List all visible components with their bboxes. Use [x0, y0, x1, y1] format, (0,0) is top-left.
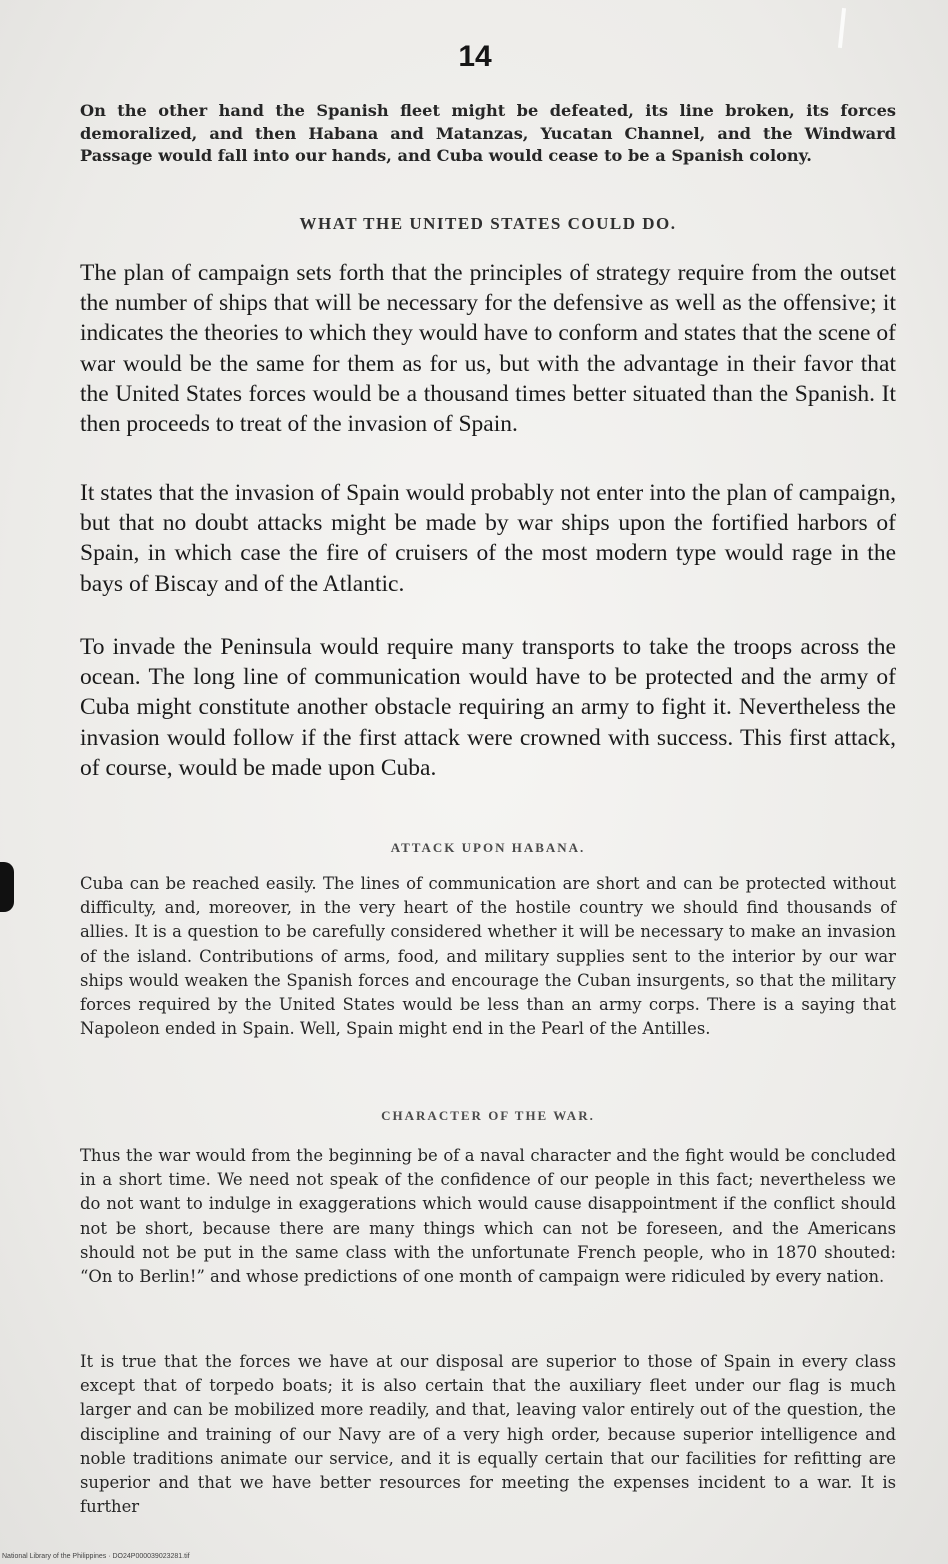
scan-footer-caption: National Library of the Philippines · DO24P000039023281.tif	[2, 1553, 190, 1560]
paragraph-plan-of-campaign: The plan of campaign sets forth that the principles of strategy require from the outset the number of ships that will be necessary for the defensive as well as the offensive; it indicates the theories to which they would have to conform and states that the scene of war would be the same for them as for us, but with the advantage in their favor that the United States forces would be a thousand times better situated than the Spanish. It then proceeds to treat of the invasion of Spain.	[80, 260, 896, 438]
heading-character-of-the-war: CHARACTER OF THE WAR.	[381, 1108, 595, 1123]
heading-what-united-states-could-do: WHAT THE UNITED STATES COULD DO.	[299, 214, 677, 233]
scan-ink-blot	[0, 862, 14, 912]
page-number: 14	[458, 40, 492, 73]
paragraph-invasion-of-spain: It states that the invasion of Spain would probably not enter into the plan of campaign, but that no doubt attacks might be made by war ships upon the fortified harbors of Spain, in which case the fire of cruisers of the most modern type would rage in the bays of Biscay and of the Atlantic.	[80, 480, 896, 597]
paragraph-intro: On the other hand the Spanish fleet might be defeated, its line broken, its forces demoralized, and then Habana and Matanzas, Yucatan Channel, and the Windward Passage would fall into our hands, and Cuba would cease to be a Spanish colony.	[80, 101, 896, 165]
scan-scratch-mark	[838, 8, 846, 48]
paragraph-naval-character: Thus the war would from the beginning be of a naval character and the fight would be concluded in a short time. We need not speak of the confidence of our people in this fact; nevertheless we do not want to indulge in exaggerations which would cause disappointment if the conflict should not be short, because there are many things which can not be foreseen, and the Americans should not be put in the same class with the unfortunate French people, who in 1870 shouted: “On to Berlin!” and whose predictions of one month of campaign were ridiculed by every nation.	[80, 1146, 896, 1287]
paragraph-invade-peninsula: To invade the Peninsula would require many transports to take the troops across the ocean. The long line of communication would have to be protected and the army of Cuba might constitute another obstacle requiring an army to fight it. Nevertheless the invasion would follow if the first attack were crowned with success. This first attack, of course, would be made upon Cuba.	[80, 634, 896, 781]
heading-attack-upon-habana: ATTACK UPON HABANA.	[390, 840, 586, 855]
paragraph-cuba-reached: Cuba can be reached easily. The lines of communication are short and can be protected without difficulty, and, moreover, in the very heart of the hostile country we should find thousands of allies. It is a question to be carefully considered whether it will be necessary to make an invasion of the island. Contributions of arms, food, and military supplies sent to the interior by our war ships would weaken the Spanish forces and encourage the Cuban insurgents, so that the military forces required by the United States would be less than an army corps. There is a saying that Napoleon ended in Spain. Well, Spain might end in the Pearl of the Antilles.	[80, 874, 896, 1039]
paragraph-forces-superior: It is true that the forces we have at our disposal are superior to those of Spain in every class except that of torpedo boats; it is also certain that the auxiliary fleet under our flag is much larger and can be mobilized more readily, and that, leaving valor entirely out of the question, the discipline and training of our Navy are of a very high order, because superior intelligence and noble traditions animate our service, and it is equally certain that our facilities for refitting are superior and that we have better resources for meeting the expenses incident to a war. It is further	[80, 1352, 896, 1517]
